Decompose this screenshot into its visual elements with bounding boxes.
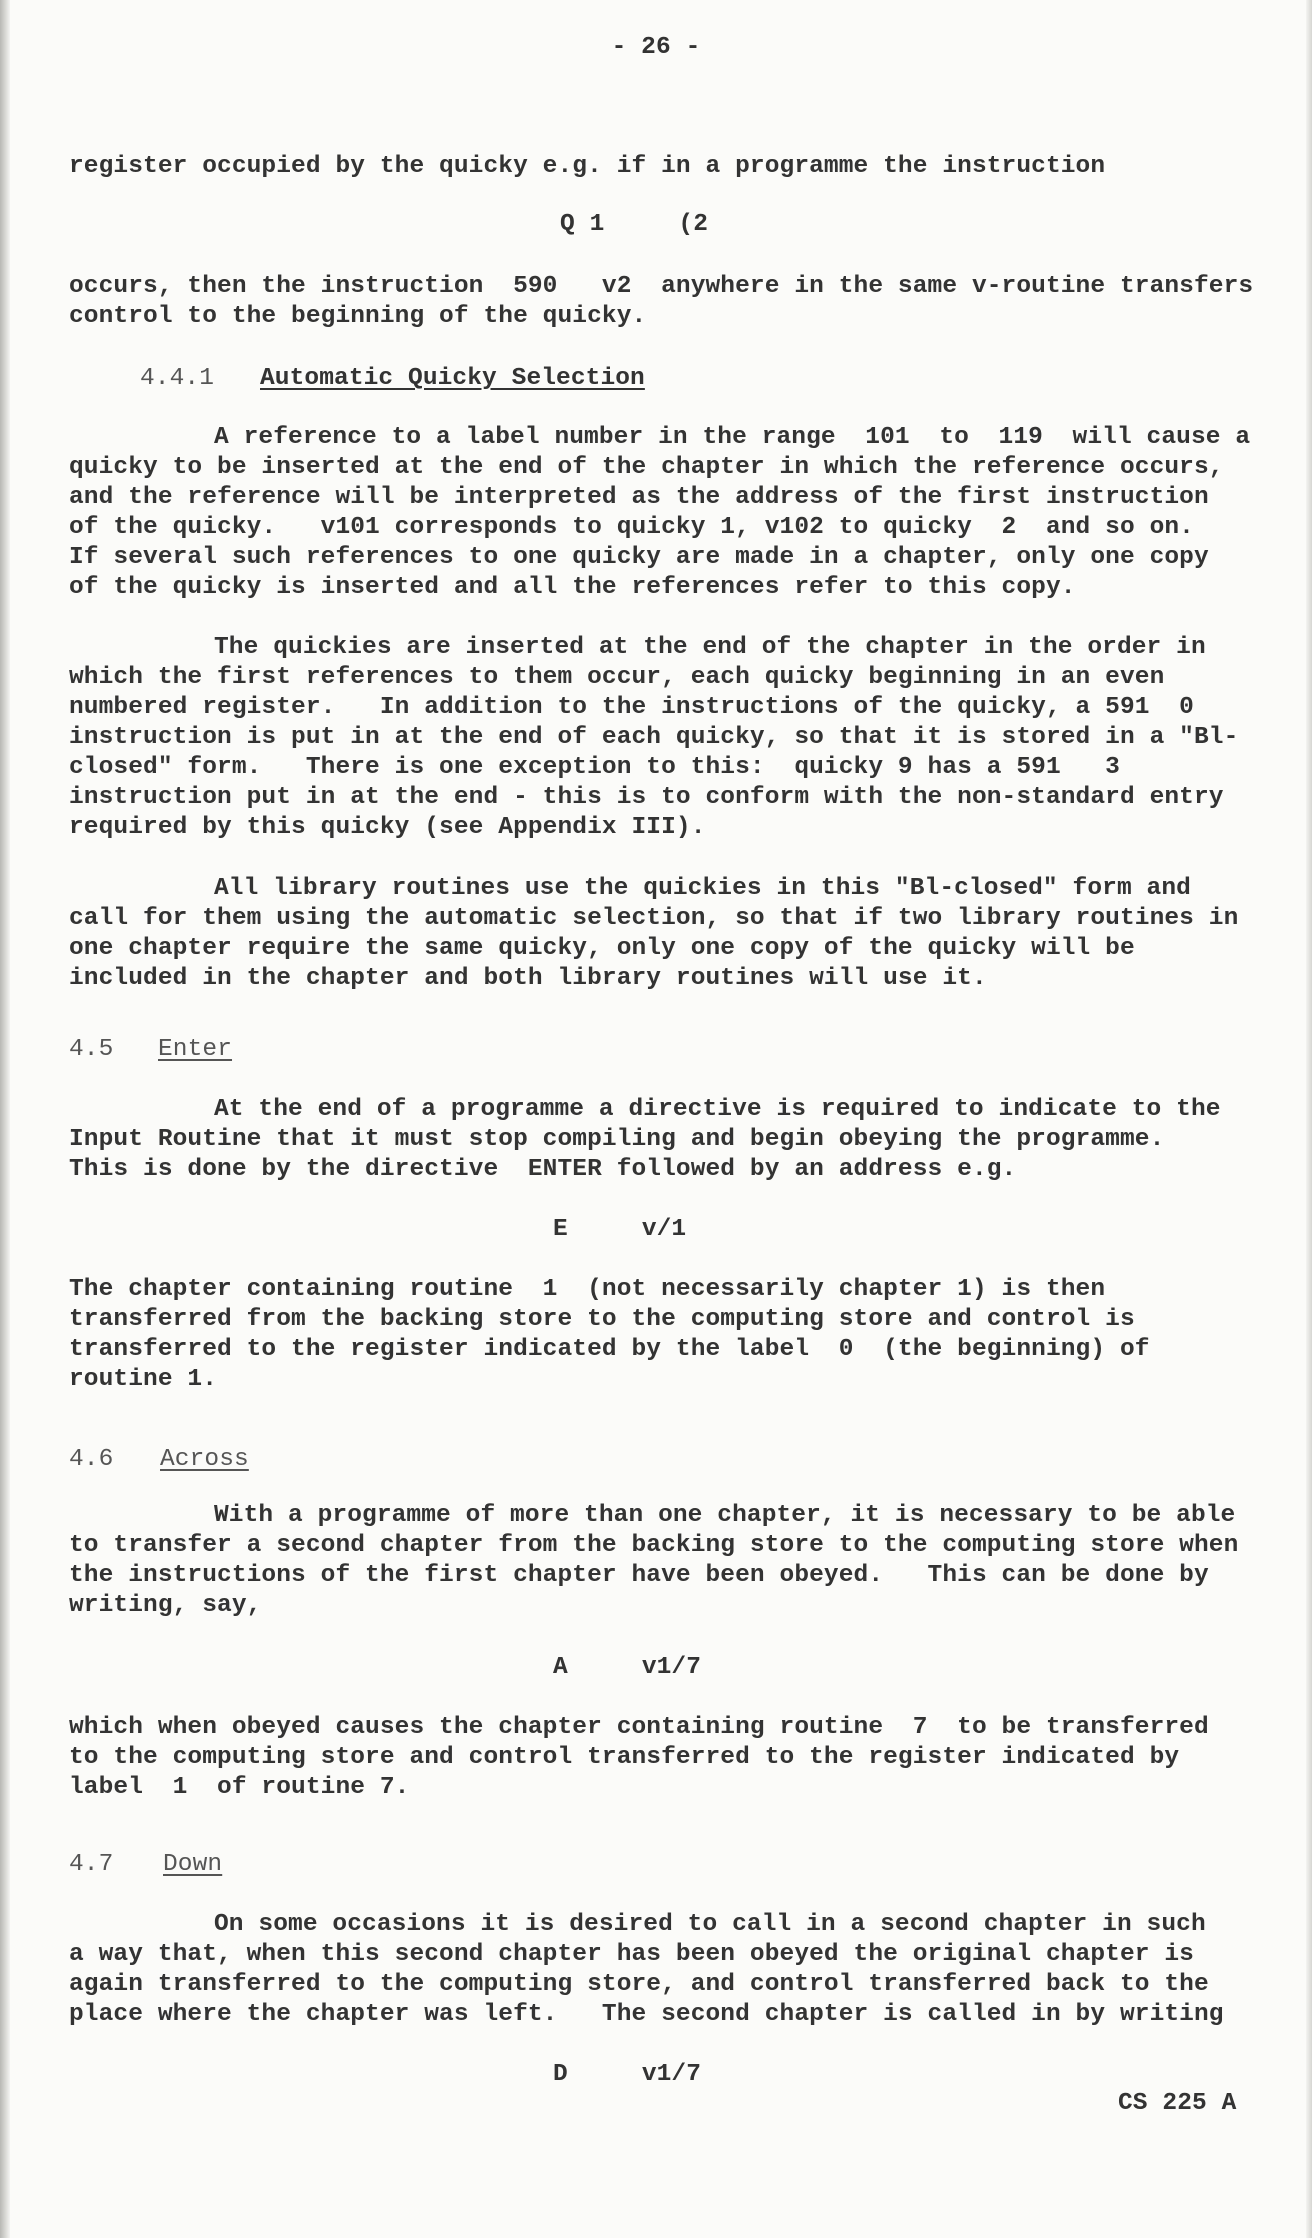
paragraph-line: which the first references to them occur, each quicky beginning in an even (69, 664, 1165, 691)
paragraph-line: The quickies are inserted at the end of the chapter in the order in (214, 634, 1206, 661)
paragraph-line: which when obeyed causes the chapter containing routine 7 to be transferred (69, 1714, 1209, 1741)
paragraph-line: included in the chapter and both library routines will use it. (69, 965, 987, 992)
paragraph-line: instruction is put in at the end of each quicky, so that it is stored in a "Bl- (69, 724, 1239, 751)
document-code: CS 225 A (1118, 2090, 1237, 2117)
paragraph-line: to transfer a second chapter from the backing store to the computing store when (69, 1532, 1239, 1559)
section-number: 4.5 (69, 1036, 114, 1063)
paragraph-line: numbered register. In addition to the instructions of the quicky, a 591 0 (69, 694, 1194, 721)
paragraph-line: At the end of a programme a directive is required to indicate to the (214, 1096, 1221, 1123)
paragraph-line: call for them using the automatic selection, so that if two library routines in (69, 905, 1239, 932)
intro-line: control to the beginning of the quicky. (69, 303, 647, 330)
paragraph-line: With a programme of more than one chapter, it is necessary to be able (214, 1502, 1236, 1529)
paragraph-line: again transferred to the computing store, and control transferred back to the (69, 1971, 1209, 1998)
section-heading: Automatic Quicky Selection (260, 365, 645, 392)
paragraph-line: The chapter containing routine 1 (not necessarily chapter 1) is then (69, 1276, 1106, 1303)
section-heading: Across (160, 1446, 249, 1473)
example-instruction: Q 1 (2 (560, 211, 709, 238)
section-number: 4.4.1 (140, 365, 215, 392)
paragraph-line: a way that, when this second chapter has been obeyed the original chapter is (69, 1941, 1194, 1968)
paragraph-line: Input Routine that it must stop compiling and begin obeying the programme. (69, 1126, 1165, 1153)
paragraph-line: All library routines use the quickies in this "Bl-closed" form and (214, 875, 1191, 902)
scan-edge-right (1306, 0, 1312, 2238)
section-heading: Enter (158, 1036, 233, 1063)
paragraph-line: writing, say, (69, 1592, 262, 1619)
paragraph-line: On some occasions it is desired to call in a second chapter in such (214, 1911, 1206, 1938)
paragraph-line: label 1 of routine 7. (69, 1774, 410, 1801)
paragraph-line: closed" form. There is one exception to this: quicky 9 has a 591 3 (69, 754, 1120, 781)
page-number: - 26 - (611, 34, 701, 61)
paragraph-line: routine 1. (69, 1366, 218, 1393)
paragraph-line: This is done by the directive ENTER followed by an address e.g. (69, 1156, 1017, 1183)
paragraph-line: quicky to be inserted at the end of the chapter in which the reference occurs, (69, 454, 1224, 481)
scan-edge-left (0, 0, 10, 2238)
paragraph-line: required by this quicky (see Appendix III). (69, 814, 706, 841)
paragraph-line: the instructions of the first chapter have been obeyed. This can be done by (69, 1562, 1209, 1589)
section-heading: Down (163, 1851, 223, 1878)
example-instruction: D v1/7 (553, 2061, 702, 2088)
paragraph-line: of the quicky is inserted and all the references refer to this copy. (69, 574, 1076, 601)
paragraph-line: If several such references to one quicky are made in a chapter, only one copy (69, 544, 1209, 571)
example-instruction: E v/1 (553, 1216, 687, 1243)
paragraph-line: one chapter require the same quicky, only one copy of the quicky will be (69, 935, 1135, 962)
intro-line: register occupied by the quicky e.g. if in a programme the instruction (69, 153, 1106, 180)
paragraph-line: transferred from the backing store to the computing store and control is (69, 1306, 1135, 1333)
example-instruction: A v1/7 (553, 1654, 702, 1681)
paragraph-line: transferred to the register indicated by the label 0 (the beginning) of (69, 1336, 1150, 1363)
intro-line: occurs, then the instruction 590 v2 anywhere in the same v-routine transfers (69, 273, 1254, 300)
section-number: 4.7 (69, 1851, 114, 1878)
paragraph-line: place where the chapter was left. The second chapter is called in by writing (69, 2001, 1224, 2028)
paragraph-line: A reference to a label number in the range 101 to 119 will cause a (214, 424, 1251, 451)
paragraph-line: of the quicky. v101 corresponds to quicky 1, v102 to quicky 2 and so on. (69, 514, 1194, 541)
section-number: 4.6 (69, 1446, 114, 1473)
paragraph-line: instruction put in at the end - this is to conform with the non-standard entry (69, 784, 1224, 811)
paragraph-line: and the reference will be interpreted as the address of the first instruction (69, 484, 1209, 511)
paragraph-line: to the computing store and control transferred to the register indicated by (69, 1744, 1180, 1771)
